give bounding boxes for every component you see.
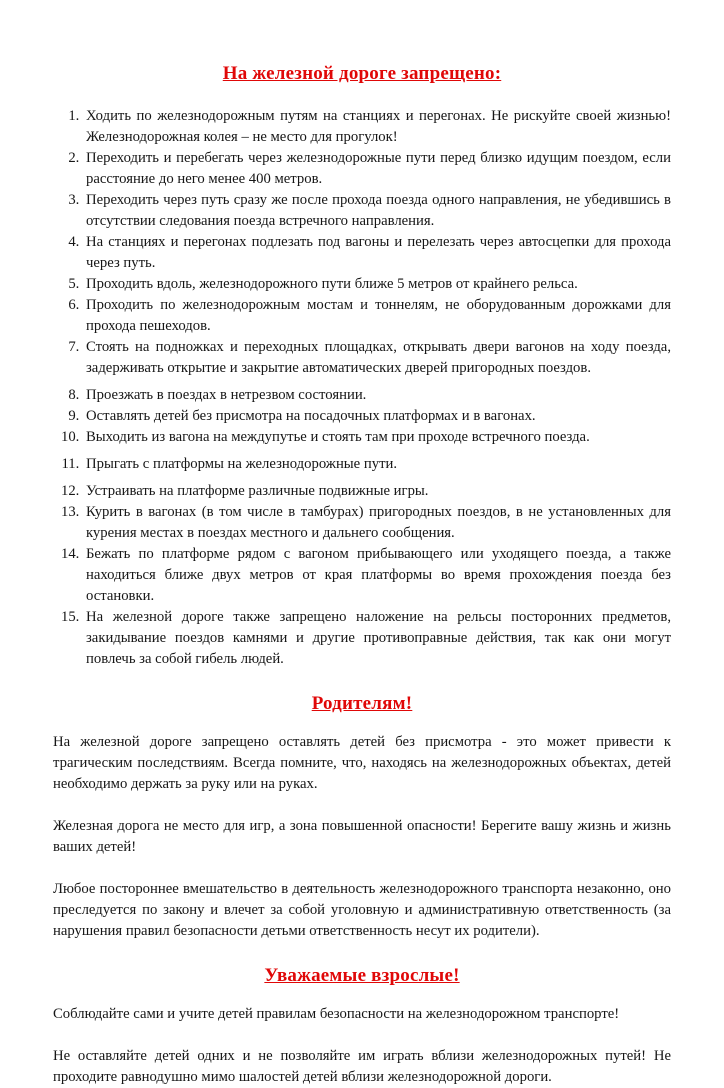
adults-paragraph-2: Не оставляйте детей одних и не позволяйте им играть вблизи железнодорожных путей! Не проходите равнодушно мимо шалостей детей вблизи железнодорожной дороги.	[53, 1048, 671, 1085]
parents-paragraph-3: Любое постороннее вмешательство в деятельность железнодорожного транспорта незаконно, оно преследуется по закону и влечет за собой уголовную и административную ответственность (за нарушения правил безопасности детьми ответственность несут их родители).	[53, 881, 671, 939]
section-title-parents: Родителям!	[311, 693, 413, 714]
adults-paragraph-1: Соблюдайте сами и учите детей правилам безопасности на железнодорожном транспорте!	[53, 1006, 620, 1022]
rule-item-4: 4. На станциях и перегонах подлезать под вагоны и перелезать через автосцепки для прохода через путь.	[83, 232, 671, 274]
parents-paragraph-2: Железная дорога не место для игр, а зона повышенной опасности! Берегите вашу жизнь и жизнь ваших детей!	[53, 818, 671, 855]
rule-item-9: 9. Оставлять детей без присмотра на посадочных платформах и в вагонах.	[83, 406, 671, 427]
rule-item-2: 2. Переходить и перебегать через железнодорожные пути перед близко идущим поездом, если расстояние до него менее 400 метров.	[83, 148, 671, 190]
rule-item-14: 14. Бежать по платформе рядом с вагоном прибывающего или уходящего поезда, а также находиться ближе двух метров от края платформы во время прохождения поезда без остановки.	[83, 544, 671, 607]
parents-paragraph-1: На железной дороге запрещено оставлять детей без присмотра - это может привести к трагическим последствиям. Всегда помните, что, находясь на железнодорожных объектах, детей необходимо держать за руку или на руках.	[53, 734, 671, 792]
section-title-adults: Уважаемые взрослые!	[264, 965, 460, 986]
rule-item-13: 13. Курить в вагонах (в том числе в тамбурах) пригородных поездов, в не установленных для курения местах в поездах местного и дальнего сообщения.	[83, 502, 671, 544]
rule-item-5: 5. Проходить вдоль, железнодорожного пути ближе 5 метров от крайнего рельса.	[83, 274, 671, 295]
rule-item-3: 3. Переходить через путь сразу же после прохода поезда одного направления, не убедившись в отсутствии следования поезда встречного направления.	[83, 190, 671, 232]
forbidden-rules-list	[53, 106, 671, 670]
rule-item-7: 7. Стоять на подножках и переходных площадках, открывать двери вагонов на ходу поезда, задерживать открытие и закрытие автоматических дверей пригородных поездов.	[83, 337, 671, 379]
rule-item-15: 15. На железной дороге также запрещено наложение на рельсы посторонних предметов, закидывание поездов камнями и другие противоправные действия, так как они могут повлечь за собой гибель людей.	[83, 607, 671, 670]
rule-item-6: 6. Проходить по железнодорожным мостам и тоннелям, не оборудованным дорожками для прохода пешеходов.	[83, 295, 671, 337]
rule-item-8: 8. Проезжать в поездах в нетрезвом состоянии.	[83, 385, 671, 406]
rule-item-10: 10. Выходить из вагона на междупутье и стоять там при проходе встречного поезда.	[83, 427, 671, 448]
rule-item-12: 12. Устраивать на платформе различные подвижные игры.	[83, 481, 671, 502]
rule-item-11: 11. Прыгать с платформы на железнодорожные пути.	[83, 454, 671, 475]
rule-item-1: 1. Ходить по железнодорожным путям на станциях и перегонах. Не рискуйте своей жизнью! Железнодорожная колея – не место для прогулок!	[83, 106, 671, 148]
section-title-forbidden: На железной дороге запрещено:	[222, 63, 502, 84]
